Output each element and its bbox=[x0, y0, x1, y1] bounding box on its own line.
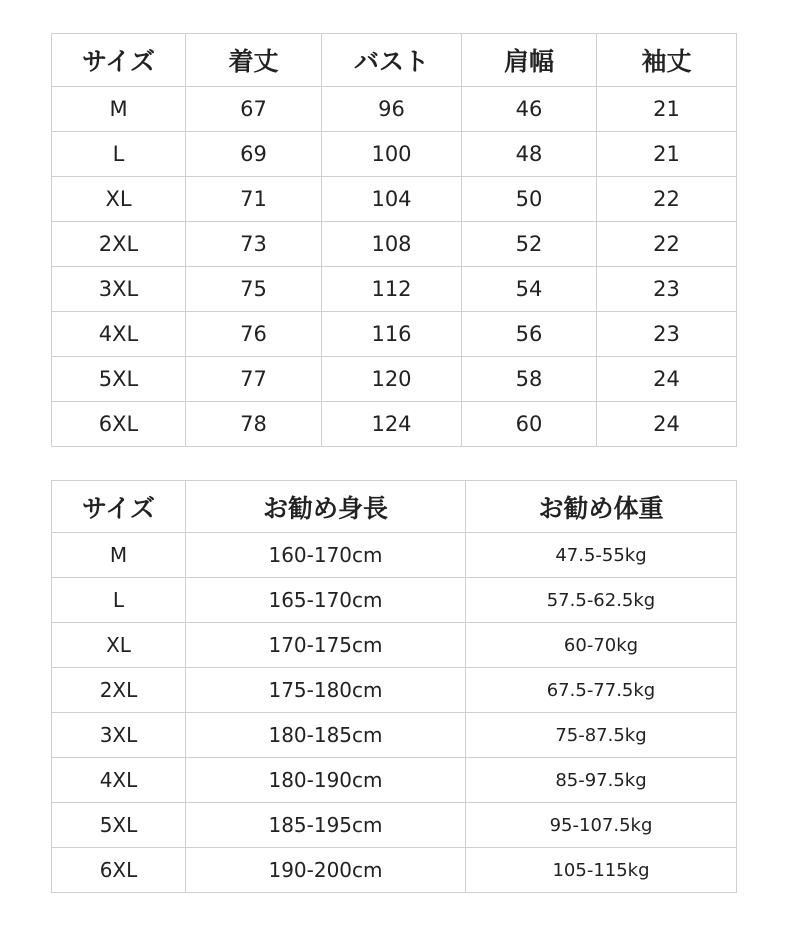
table-row bbox=[52, 222, 737, 267]
bust-cell: 104 bbox=[322, 177, 462, 222]
size-cell: XL bbox=[52, 177, 186, 222]
table-row bbox=[52, 848, 737, 893]
table-row bbox=[52, 758, 737, 803]
size-cell: M bbox=[52, 533, 186, 578]
height-cell: 180-190cm bbox=[186, 758, 466, 803]
size-cell: 4XL bbox=[52, 312, 186, 357]
shoulder-cell: 56 bbox=[462, 312, 597, 357]
bust-cell: 96 bbox=[322, 87, 462, 132]
column-header-shoulder: 肩幅 bbox=[462, 34, 597, 87]
weight-cell: 60-70kg bbox=[466, 623, 737, 668]
column-header-sleeve: 袖丈 bbox=[597, 34, 737, 87]
shoulder-cell: 46 bbox=[462, 87, 597, 132]
bust-cell: 100 bbox=[322, 132, 462, 177]
bust-cell: 120 bbox=[322, 357, 462, 402]
bust-cell: 116 bbox=[322, 312, 462, 357]
weight-cell: 47.5-55kg bbox=[466, 533, 737, 578]
size-cell: 5XL bbox=[52, 803, 186, 848]
size-cell: L bbox=[52, 578, 186, 623]
size-cell: M bbox=[52, 87, 186, 132]
bust-cell: 112 bbox=[322, 267, 462, 312]
size-cell: 2XL bbox=[52, 222, 186, 267]
shoulder-cell: 58 bbox=[462, 357, 597, 402]
height-cell: 165-170cm bbox=[186, 578, 466, 623]
table-row bbox=[52, 578, 737, 623]
table-row bbox=[52, 177, 737, 222]
size-cell: 3XL bbox=[52, 713, 186, 758]
weight-cell: 75-87.5kg bbox=[466, 713, 737, 758]
table-row bbox=[52, 668, 737, 713]
sleeve-cell: 23 bbox=[597, 267, 737, 312]
height-cell: 170-175cm bbox=[186, 623, 466, 668]
column-header-size: サイズ bbox=[52, 34, 186, 87]
table-row bbox=[52, 803, 737, 848]
size-cell: 2XL bbox=[52, 668, 186, 713]
shoulder-cell: 48 bbox=[462, 132, 597, 177]
size-cell: XL bbox=[52, 623, 186, 668]
length-cell: 69 bbox=[186, 132, 322, 177]
weight-cell: 67.5-77.5kg bbox=[466, 668, 737, 713]
bust-cell: 108 bbox=[322, 222, 462, 267]
sleeve-cell: 24 bbox=[597, 402, 737, 447]
table-row bbox=[52, 533, 737, 578]
size-cell: 6XL bbox=[52, 848, 186, 893]
size-measurement-table bbox=[51, 33, 737, 447]
table-row bbox=[52, 312, 737, 357]
size-cell: 6XL bbox=[52, 402, 186, 447]
length-cell: 73 bbox=[186, 222, 322, 267]
height-cell: 160-170cm bbox=[186, 533, 466, 578]
column-header-size: サイズ bbox=[52, 481, 186, 533]
sleeve-cell: 21 bbox=[597, 132, 737, 177]
size-cell: 3XL bbox=[52, 267, 186, 312]
table-row bbox=[52, 132, 737, 177]
column-header-length: 着丈 bbox=[186, 34, 322, 87]
table-row bbox=[52, 623, 737, 668]
shoulder-cell: 54 bbox=[462, 267, 597, 312]
length-cell: 67 bbox=[186, 87, 322, 132]
shoulder-cell: 60 bbox=[462, 402, 597, 447]
weight-cell: 85-97.5kg bbox=[466, 758, 737, 803]
table-row bbox=[52, 402, 737, 447]
shoulder-cell: 50 bbox=[462, 177, 597, 222]
sleeve-cell: 22 bbox=[597, 177, 737, 222]
table-row bbox=[52, 267, 737, 312]
length-cell: 77 bbox=[186, 357, 322, 402]
column-header-height: お勧め身長 bbox=[186, 481, 466, 533]
height-cell: 190-200cm bbox=[186, 848, 466, 893]
table-row bbox=[52, 87, 737, 132]
sleeve-cell: 24 bbox=[597, 357, 737, 402]
weight-cell: 105-115kg bbox=[466, 848, 737, 893]
height-cell: 185-195cm bbox=[186, 803, 466, 848]
table-row bbox=[52, 713, 737, 758]
height-cell: 180-185cm bbox=[186, 713, 466, 758]
height-cell: 175-180cm bbox=[186, 668, 466, 713]
size-cell: 4XL bbox=[52, 758, 186, 803]
shoulder-cell: 52 bbox=[462, 222, 597, 267]
table-row bbox=[52, 357, 737, 402]
length-cell: 75 bbox=[186, 267, 322, 312]
length-cell: 76 bbox=[186, 312, 322, 357]
column-header-bust: バスト bbox=[322, 34, 462, 87]
weight-cell: 57.5-62.5kg bbox=[466, 578, 737, 623]
length-cell: 78 bbox=[186, 402, 322, 447]
bust-cell: 124 bbox=[322, 402, 462, 447]
size-cell: L bbox=[52, 132, 186, 177]
weight-cell: 95-107.5kg bbox=[466, 803, 737, 848]
size-cell: 5XL bbox=[52, 357, 186, 402]
table-header-row bbox=[52, 34, 737, 87]
length-cell: 71 bbox=[186, 177, 322, 222]
column-header-weight: お勧め体重 bbox=[466, 481, 737, 533]
size-recommendation-table bbox=[51, 480, 737, 893]
sleeve-cell: 21 bbox=[597, 87, 737, 132]
table-header-row bbox=[52, 481, 737, 533]
sleeve-cell: 22 bbox=[597, 222, 737, 267]
sleeve-cell: 23 bbox=[597, 312, 737, 357]
